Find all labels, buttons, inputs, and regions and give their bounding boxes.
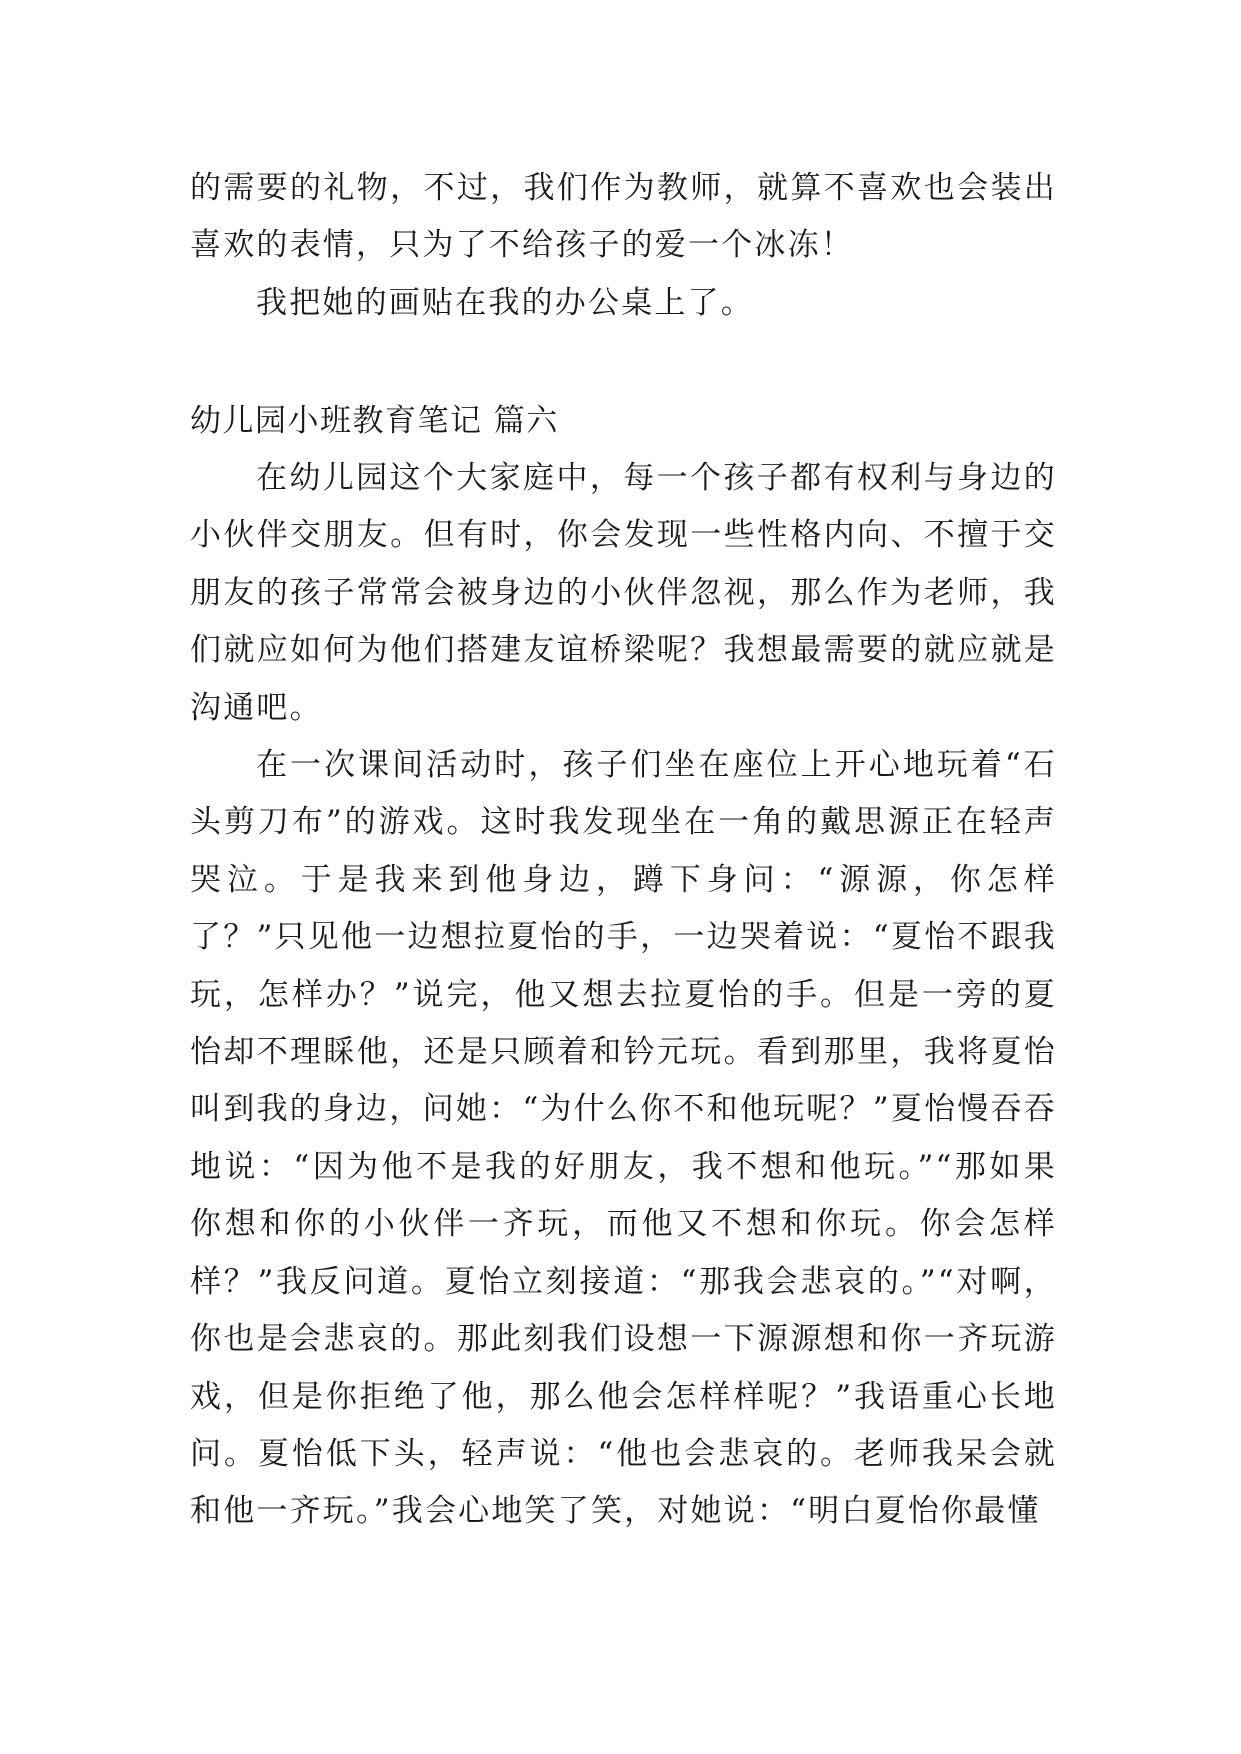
continuation-text <box>190 160 1057 332</box>
body-paragraph-intro: 在幼儿园这个大家庭中，每一个孩子都有权利与身边的小伙伴交朋友。但有时，你会发现一些性格内向、不擅于交朋友的孩子常常会被身边的小伙伴忽视，那么作为老师，我们就应如何为他们搭建友谊桥梁呢？我想最需要的就应就是沟通吧。 <box>190 460 1057 726</box>
continuation-closing-paragraph: 我把她的画贴在我的办公桌上了。 <box>256 284 754 321</box>
body-paragraph-story: 在一次课间活动时，孩子们坐在座位上开心地玩着“石头剪刀布”的游戏。这时我发现坐在一角的戴思源正在轻声哭泣。于是我来到他身边，蹲下身问：“源源，你怎样了？”只见他一边想拉夏怡的手，一边哭着说：“夏怡不跟我玩，怎样办？”说完，他又想去拉夏怡的手。但是一旁的夏怡却不理睬他，还是只顾着和钤元玩。看到那里，我将夏怡叫到我的身边，问她：“为什么你不和他玩呢？”夏怡慢吞吞地说：“因为他不是我的好朋友，我不想和他玩。”“那如果你想和你的小伙伴一齐玩，而他又不想和你玩。你会怎样样？”我反问道。夏怡立刻接道：“那我会悲哀的。”“对啊，你也是会悲哀的。那此刻我们设想一下源源想和你一齐玩游戏，但是你拒绝了他，那么他会怎样样呢？”我语重心长地问。夏怡低下头，轻声说：“他也会悲哀的。老师我呆会就和他一齐玩。”我会心地笑了笑，对她说：“明白夏怡你最懂 <box>190 747 1057 1530</box>
section-title: 幼儿园小班教育笔记 篇六 <box>190 403 559 439</box>
section-body <box>190 450 1057 1541</box>
continuation-paragraph: 的需要的礼物，不过，我们作为教师，就算不喜欢也会装出喜欢的表情，只为了不给孩子的爱一个冰冻！ <box>190 170 1057 264</box>
